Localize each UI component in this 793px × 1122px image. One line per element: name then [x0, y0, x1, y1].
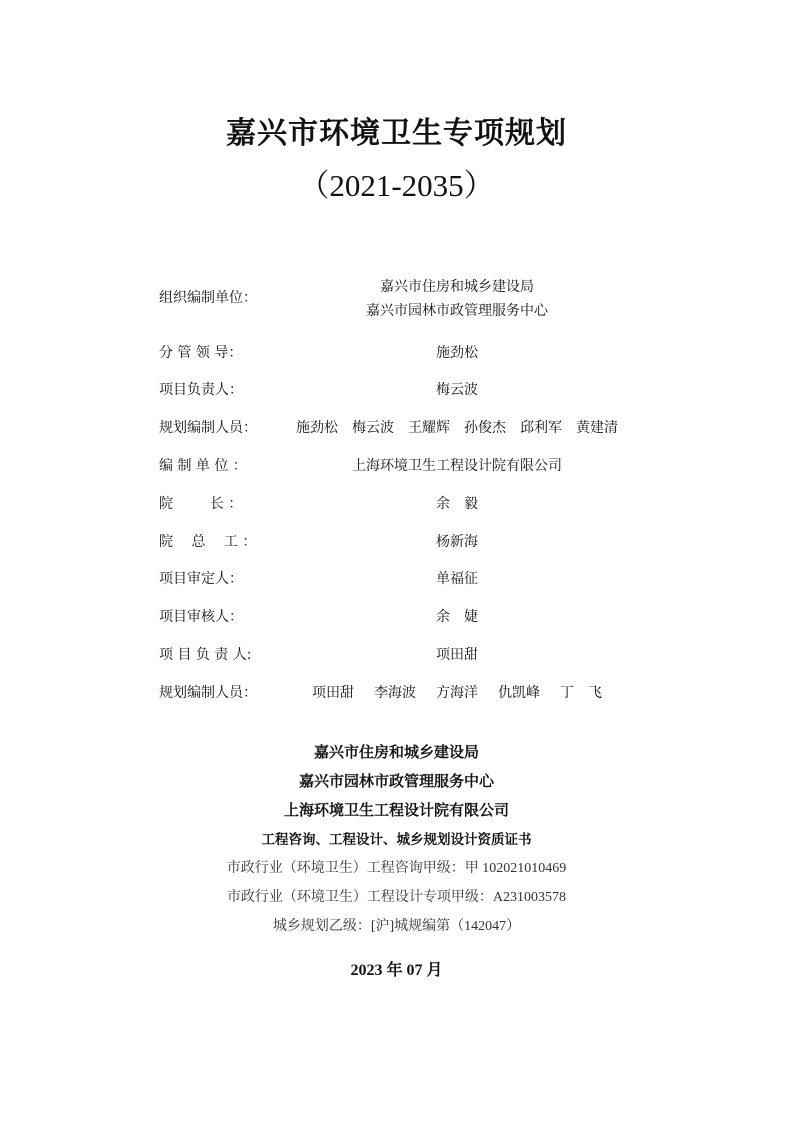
- credit-value: 项田甜: [436, 647, 478, 663]
- document-title: 嘉兴市环境卫生专项规划: [226, 116, 567, 151]
- organizer-unit: 嘉兴市园林市政管理服务中心: [366, 303, 548, 319]
- credit-value: 余 婕: [436, 609, 478, 625]
- credit-row: [0, 416, 793, 440]
- credit-label: 规划编制人员：: [159, 420, 257, 436]
- person-name: 王耀辉: [408, 420, 450, 436]
- person-name: 邱利军: [520, 420, 562, 436]
- credit-label: 院 总 工 ：: [159, 534, 257, 550]
- credit-label: 院 长 ：: [159, 496, 243, 512]
- document-date: 2023 年 07 月: [350, 962, 443, 979]
- credit-value: 施劲松: [436, 345, 478, 361]
- credit-row: [0, 530, 793, 554]
- credit-row: [0, 492, 793, 516]
- credit-value: 余 毅: [436, 496, 478, 512]
- certificate-title: 工程咨询、工程设计、城乡规划设计资质证书: [261, 832, 532, 848]
- person-name: 黄建清: [576, 420, 618, 436]
- organizer-label: 组织编制单位：: [159, 290, 257, 306]
- person-name: 梅云波: [352, 420, 394, 436]
- person-name: 孙俊杰: [464, 420, 506, 436]
- person-name: 丁 飞: [560, 685, 602, 701]
- credit-label: 项目负责人：: [159, 382, 243, 398]
- organizer-units: [366, 275, 548, 323]
- credit-row: [0, 341, 793, 365]
- person-name: 项田甜: [312, 685, 354, 701]
- person-name: 方海洋: [436, 685, 478, 701]
- certificate-line: 市政行业（环境卫生）工程设计专项甲级：A231003578: [226, 890, 567, 905]
- credit-people: [289, 416, 625, 440]
- credit-value: 梅云波: [436, 382, 478, 398]
- credit-row: [0, 605, 793, 629]
- document-period: （2021-2035）: [298, 168, 495, 203]
- credit-row: [0, 681, 793, 705]
- credit-row: [0, 454, 793, 478]
- person-name: 施劲松: [296, 420, 338, 436]
- credit-label: 编 制 单 位 ：: [159, 458, 247, 474]
- credit-value: 杨新海: [436, 534, 478, 550]
- certificate-line: 市政行业（环境卫生）工程咨询甲级：甲 102021010469: [226, 861, 567, 876]
- footer-org: 嘉兴市园林市政管理服务中心: [298, 772, 494, 790]
- organizer-unit: 嘉兴市住房和城乡建设局: [380, 279, 534, 295]
- credit-row: [0, 378, 793, 402]
- credit-label: 项 目 负 责 人:: [159, 647, 252, 663]
- footer-org: 嘉兴市住房和城乡建设局: [313, 743, 479, 761]
- credit-label: 项目审定人：: [159, 571, 243, 587]
- organizer-block: [0, 275, 793, 319]
- credit-value: 上海环境卫生工程设计院有限公司: [352, 458, 562, 474]
- person-name: 李海波: [374, 685, 416, 701]
- credit-row: [0, 643, 793, 667]
- credit-row: [0, 567, 793, 591]
- credit-label: 项目审核人：: [159, 609, 243, 625]
- person-name: 仇凯峰: [498, 685, 540, 701]
- footer-org: 上海环境卫生工程设计院有限公司: [283, 801, 509, 819]
- credit-label: 分 管 领 导：: [159, 345, 243, 361]
- credit-people: [302, 681, 612, 705]
- credit-value: 单福征: [436, 571, 478, 587]
- certificate-line: 城乡规划乙级：[沪]城规编第（142047）: [272, 919, 521, 934]
- credit-label: 规划编制人员：: [159, 685, 257, 701]
